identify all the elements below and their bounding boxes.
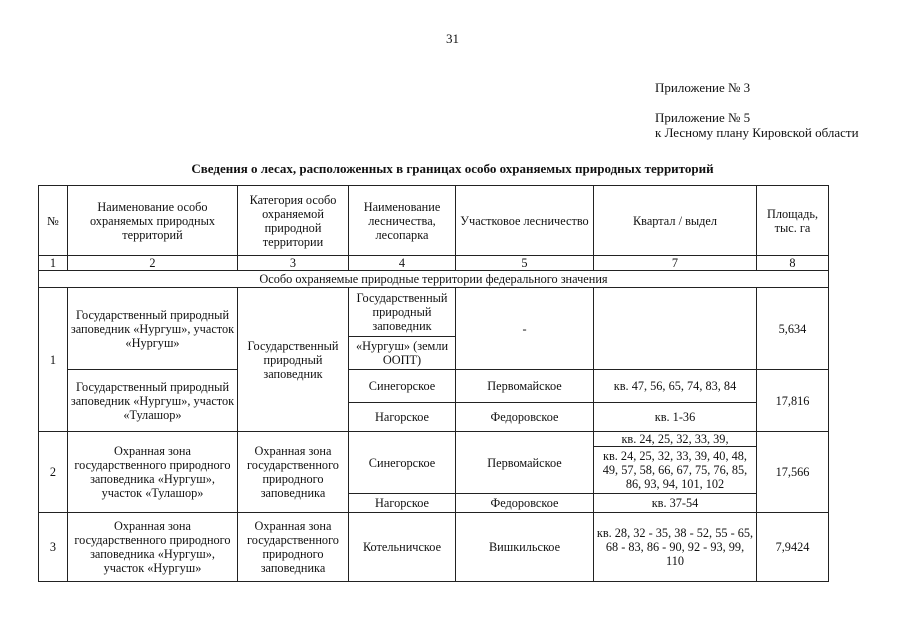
forestry-name: Нагорское bbox=[349, 403, 456, 432]
quarter-cell: кв. 24, 25, 32, 33, 39, bbox=[594, 432, 757, 447]
area-value: 17,816 bbox=[757, 370, 829, 432]
district-forestry: Первомайское bbox=[456, 370, 594, 403]
section-row bbox=[39, 271, 829, 288]
forestry-name: Государственный природный заповедник bbox=[349, 288, 456, 337]
protected-area-category: Охранная зона государственного природного заповедника bbox=[238, 513, 349, 582]
quarter-cell: кв. 47, 56, 65, 74, 83, 84 bbox=[594, 370, 757, 403]
quarter-cell bbox=[594, 288, 757, 370]
header-cell-quarter: Квартал / выдел bbox=[594, 186, 757, 256]
column-number: 3 bbox=[238, 256, 349, 271]
column-number: 4 bbox=[349, 256, 456, 271]
table-row bbox=[39, 288, 829, 337]
row-number: 3 bbox=[39, 513, 68, 582]
district-forestry: - bbox=[456, 288, 594, 370]
quarter-cell: кв. 37-54 bbox=[594, 494, 757, 513]
protected-area-name: Охранная зона государственного природного заповедника «Нургуш», участок «Нургуш» bbox=[68, 513, 238, 582]
appendix-line-5: Приложение № 5 bbox=[655, 110, 751, 125]
header-cell-forestry: Наименование лесничества, лесопарка bbox=[349, 186, 456, 256]
appendix-label-3: Приложение № 3 bbox=[655, 80, 751, 95]
column-number: 1 bbox=[39, 256, 68, 271]
district-forestry: Федоровское bbox=[456, 403, 594, 432]
district-forestry: Вишкильское bbox=[456, 513, 594, 582]
row-number: 2 bbox=[39, 432, 68, 513]
district-forestry: Первомайское bbox=[456, 432, 594, 494]
header-cell-district: Участковое лесничество bbox=[456, 186, 594, 256]
protected-area-category: Охранная зона государственного природного заповедника bbox=[238, 432, 349, 513]
column-number: 5 bbox=[456, 256, 594, 271]
header-cell-category: Категория особо охраняемой природной территории bbox=[238, 186, 349, 256]
forestry-name: «Нургуш» (земли ООПТ) bbox=[349, 337, 456, 370]
quarter-cell: кв. 1-36 bbox=[594, 403, 757, 432]
quarter-cell: кв. 28, 32 - 35, 38 - 52, 55 - 65, 68 - 83, 86 - 90, 92 - 93, 99, 110 bbox=[594, 513, 757, 582]
appendix-label-5 bbox=[655, 110, 859, 140]
table-row bbox=[39, 370, 829, 403]
header-row bbox=[39, 186, 829, 256]
area-value: 5,634 bbox=[757, 288, 829, 370]
appendix-line-forest-plan: к Лесному плану Кировской области bbox=[655, 125, 859, 140]
protected-area-name: Государственный природный заповедник «Нургуш», участок «Нургуш» bbox=[68, 288, 238, 370]
forestry-name: Синегорское bbox=[349, 432, 456, 494]
page-number: 31 bbox=[446, 31, 459, 46]
forestry-name: Котельничское bbox=[349, 513, 456, 582]
column-number: 8 bbox=[757, 256, 829, 271]
area-value: 17,566 bbox=[757, 432, 829, 513]
column-number: 2 bbox=[68, 256, 238, 271]
header-cell-num: № bbox=[39, 186, 68, 256]
protected-areas-table bbox=[38, 185, 829, 582]
column-number: 7 bbox=[594, 256, 757, 271]
column-number-row bbox=[39, 256, 829, 271]
table-row bbox=[39, 513, 829, 582]
forestry-name: Нагорское bbox=[349, 494, 456, 513]
quarter-cell: кв. 24, 25, 32, 33, 39, 40, 48, 49, 57, 58, 66, 67, 75, 76, 85, 86, 93, 94, 101, 102 bbox=[594, 447, 757, 494]
protected-area-category: Государственный природный заповедник bbox=[238, 288, 349, 432]
forestry-name: Синегорское bbox=[349, 370, 456, 403]
header-cell-area: Площадь, тыс. га bbox=[757, 186, 829, 256]
area-value: 7,9424 bbox=[757, 513, 829, 582]
header-cell-name: Наименование особо охраняемых природных территорий bbox=[68, 186, 238, 256]
protected-area-name: Охранная зона государственного природного заповедника «Нургуш», участок «Тулашор» bbox=[68, 432, 238, 513]
district-forestry: Федоровское bbox=[456, 494, 594, 513]
table-row bbox=[39, 432, 829, 447]
section-heading: Особо охраняемые природные территории федерального значения bbox=[39, 271, 829, 288]
protected-area-name: Государственный природный заповедник «Нургуш», участок «Тулашор» bbox=[68, 370, 238, 432]
document-title: Сведения о лесах, расположенных в границах особо охраняемых природных территорий bbox=[191, 161, 714, 176]
row-number: 1 bbox=[39, 288, 68, 432]
